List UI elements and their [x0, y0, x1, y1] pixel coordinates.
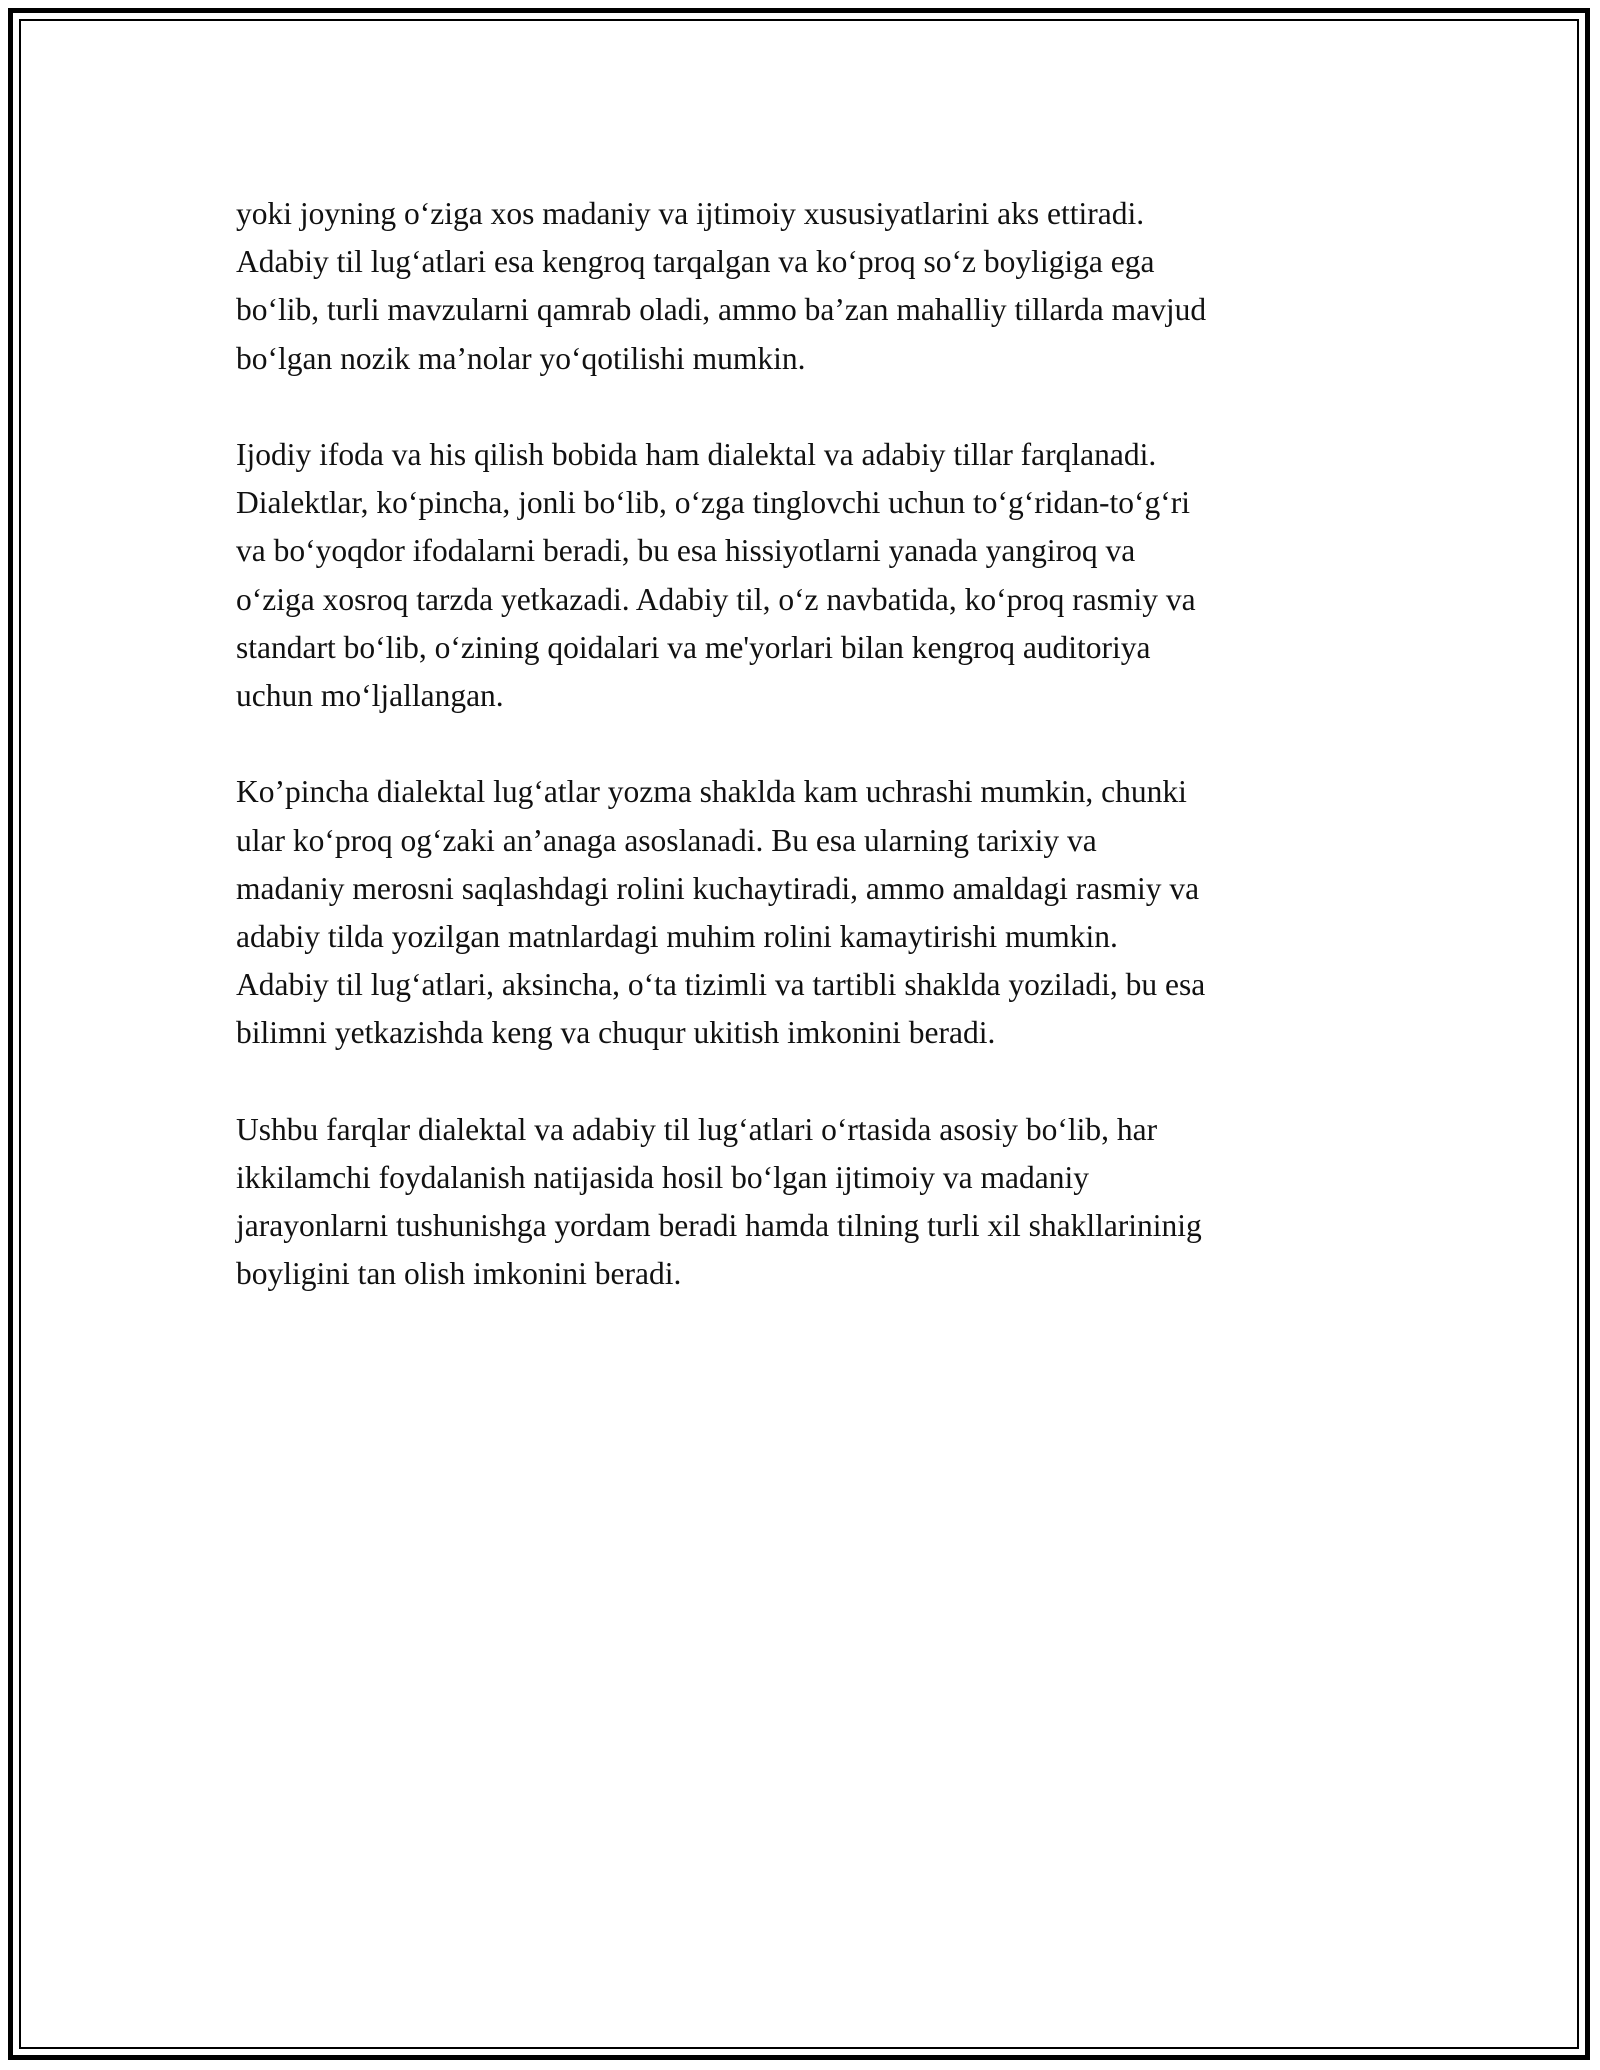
paragraph-2 [236, 431, 1366, 720]
text-line: bo‘lib, turli mavzularni qamrab oladi, ammo ba’zan mahalliy tillarda mavjud [236, 292, 1207, 328]
text-line: o‘ziga xosroq tarzda yetkazadi. Adabiy til, o‘z navbatida, ko‘proq rasmiy va [236, 581, 1196, 617]
text-line: Ushbu farqlar dialektal va adabiy til lug‘atlari o‘rtasida asosiy bo‘lib, har [236, 1111, 1158, 1147]
text-line: ikkilamchi foydalanish natijasida hosil bo‘lgan ijtimoiy va madaniy [236, 1160, 1089, 1196]
paragraph-3 [236, 768, 1366, 1057]
text-line: jarayonlarni tushunishga yordam beradi hamda tilning turli xil shakllarininig [236, 1208, 1202, 1244]
text-line: boyligini tan olish imkonini beradi. [236, 1256, 682, 1292]
paragraph-1 [236, 190, 1366, 383]
paragraph-4 [236, 1106, 1366, 1299]
text-line: Adabiy til lug‘atlari esa kengroq tarqalgan va ko‘proq so‘z boyligiga ega [236, 244, 1155, 280]
text-line: Ijodiy ifoda va his qilish bobida ham dialektal va adabiy tillar farqlanadi. [236, 437, 1157, 472]
text-line: Ko’pincha dialektal lug‘atlar yozma shaklda kam uchrashi mumkin, chunki [236, 774, 1187, 810]
document-body [236, 190, 1366, 1347]
text-line: va bo‘yoqdor ifodalarni beradi, bu esa hissiyotlarni yanada yangiroq va [236, 533, 1136, 569]
text-line: Dialektlar, ko‘pincha, jonli bo‘lib, o‘zga tinglovchi uchun to‘g‘ridan-to‘g‘ri [236, 485, 1190, 521]
text-line: bilimni yetkazishda keng va chuqur ukitish imkonini beradi. [236, 1015, 996, 1051]
text-line: bo‘lgan nozik ma’nolar yo‘qotilishi mumkin. [236, 340, 806, 376]
text-line: ular ko‘proq og‘zaki an’anaga asoslanadi. Bu esa ularning tarixiy va [236, 822, 1097, 858]
text-line: adabiy tilda yozilgan matnlardagi muhim rolini kamaytirishi mumkin. [236, 919, 1118, 955]
text-line: yoki joyning o‘ziga xos madaniy va ijtimoiy xususiyatlarini aks ettiradi. [236, 196, 1145, 231]
text-line: uchun mo‘ljallangan. [236, 678, 504, 714]
text-line: Adabiy til lug‘atlari, aksincha, o‘ta tizimli va tartibli shaklda yoziladi, bu esa [236, 967, 1206, 1003]
text-line: standart bo‘lib, o‘zining qoidalari va me'yorlari bilan kengroq auditoriya [236, 629, 1151, 665]
text-line: madaniy merosni saqlashdagi rolini kuchaytiradi, ammo amaldagi rasmiy va [236, 870, 1200, 906]
